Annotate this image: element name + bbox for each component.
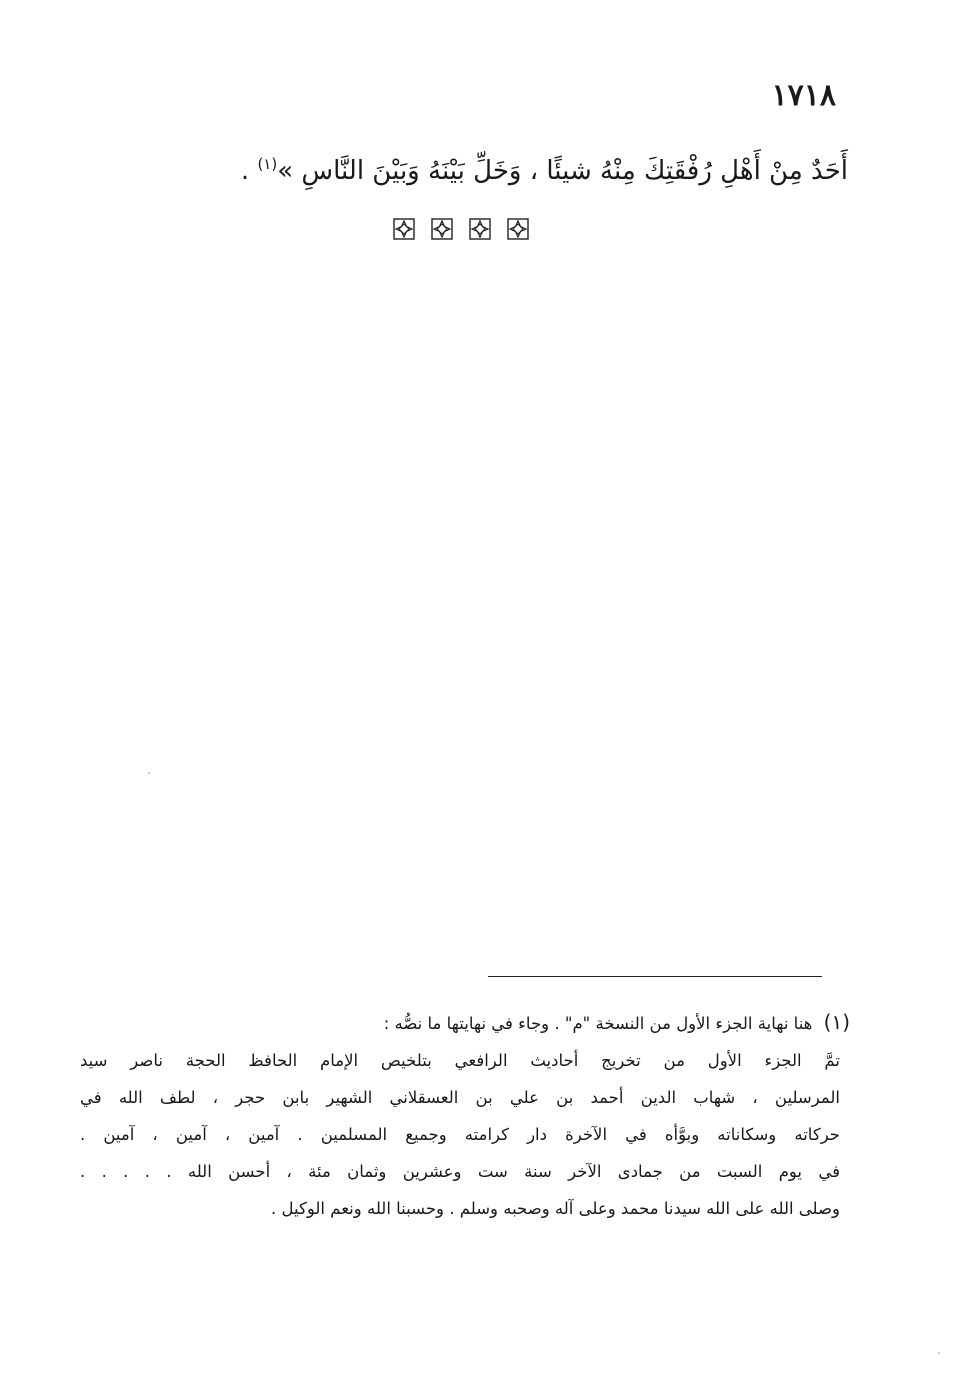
star-ornament-icon xyxy=(393,218,415,240)
star-ornament-icon xyxy=(431,218,453,240)
page-number: ١٧١٨ xyxy=(771,78,836,113)
footnote-marker: (١) xyxy=(823,1010,850,1034)
footnote-line: تمَّ الجزء الأول من تخريج أحاديث الرافعي بتلخيص الإمام الحافظ الحجة ناصر سيد xyxy=(80,1051,840,1070)
star-ornament-icon xyxy=(469,218,491,240)
section-divider-ornaments xyxy=(393,218,529,240)
footnote-line: حركاته وسكاناته وبوَّأه في الآخرة دار كرامته وجميع المسلمين . آمين ، آمين ، آمين . xyxy=(80,1125,840,1144)
scan-speck xyxy=(938,1352,940,1354)
footnote-block xyxy=(80,1004,850,1227)
footnote-line: وصلى الله على الله سيدنا محمد وعلى آله وصحبه وسلم . وحسبنا الله ونعم الوكيل . xyxy=(271,1199,840,1218)
footnote-first-line xyxy=(80,1004,850,1042)
footnote-reference: (١) xyxy=(257,155,278,173)
footnote-line: في يوم السبت من جمادى الآخر سنة ست وعشرين وثمان مئة ، أحسن الله . . . . . xyxy=(80,1162,840,1181)
main-text-end: . xyxy=(240,156,258,186)
main-text-body: أَحَدٌ مِنْ أَهْلِ رُفْقَتِكَ مِنْهُ شيئًا ، وَخَلِّ بَيْنَهُ وَبَيْنَ النَّاسِ » xyxy=(277,156,848,186)
main-text-line xyxy=(228,142,848,193)
footnote-intro: هنا نهاية الجزء الأول من النسخة "م" . وجاء في نهايتها ما نصُّه : xyxy=(383,1014,813,1033)
footnote-separator xyxy=(488,976,822,977)
star-ornament-icon xyxy=(507,218,529,240)
footnote-line: المرسلين ، شهاب الدين أحمد بن علي بن العسقلاني الشهير بابن حجر ، لطف الله في xyxy=(80,1088,840,1107)
scan-speck xyxy=(148,772,150,774)
